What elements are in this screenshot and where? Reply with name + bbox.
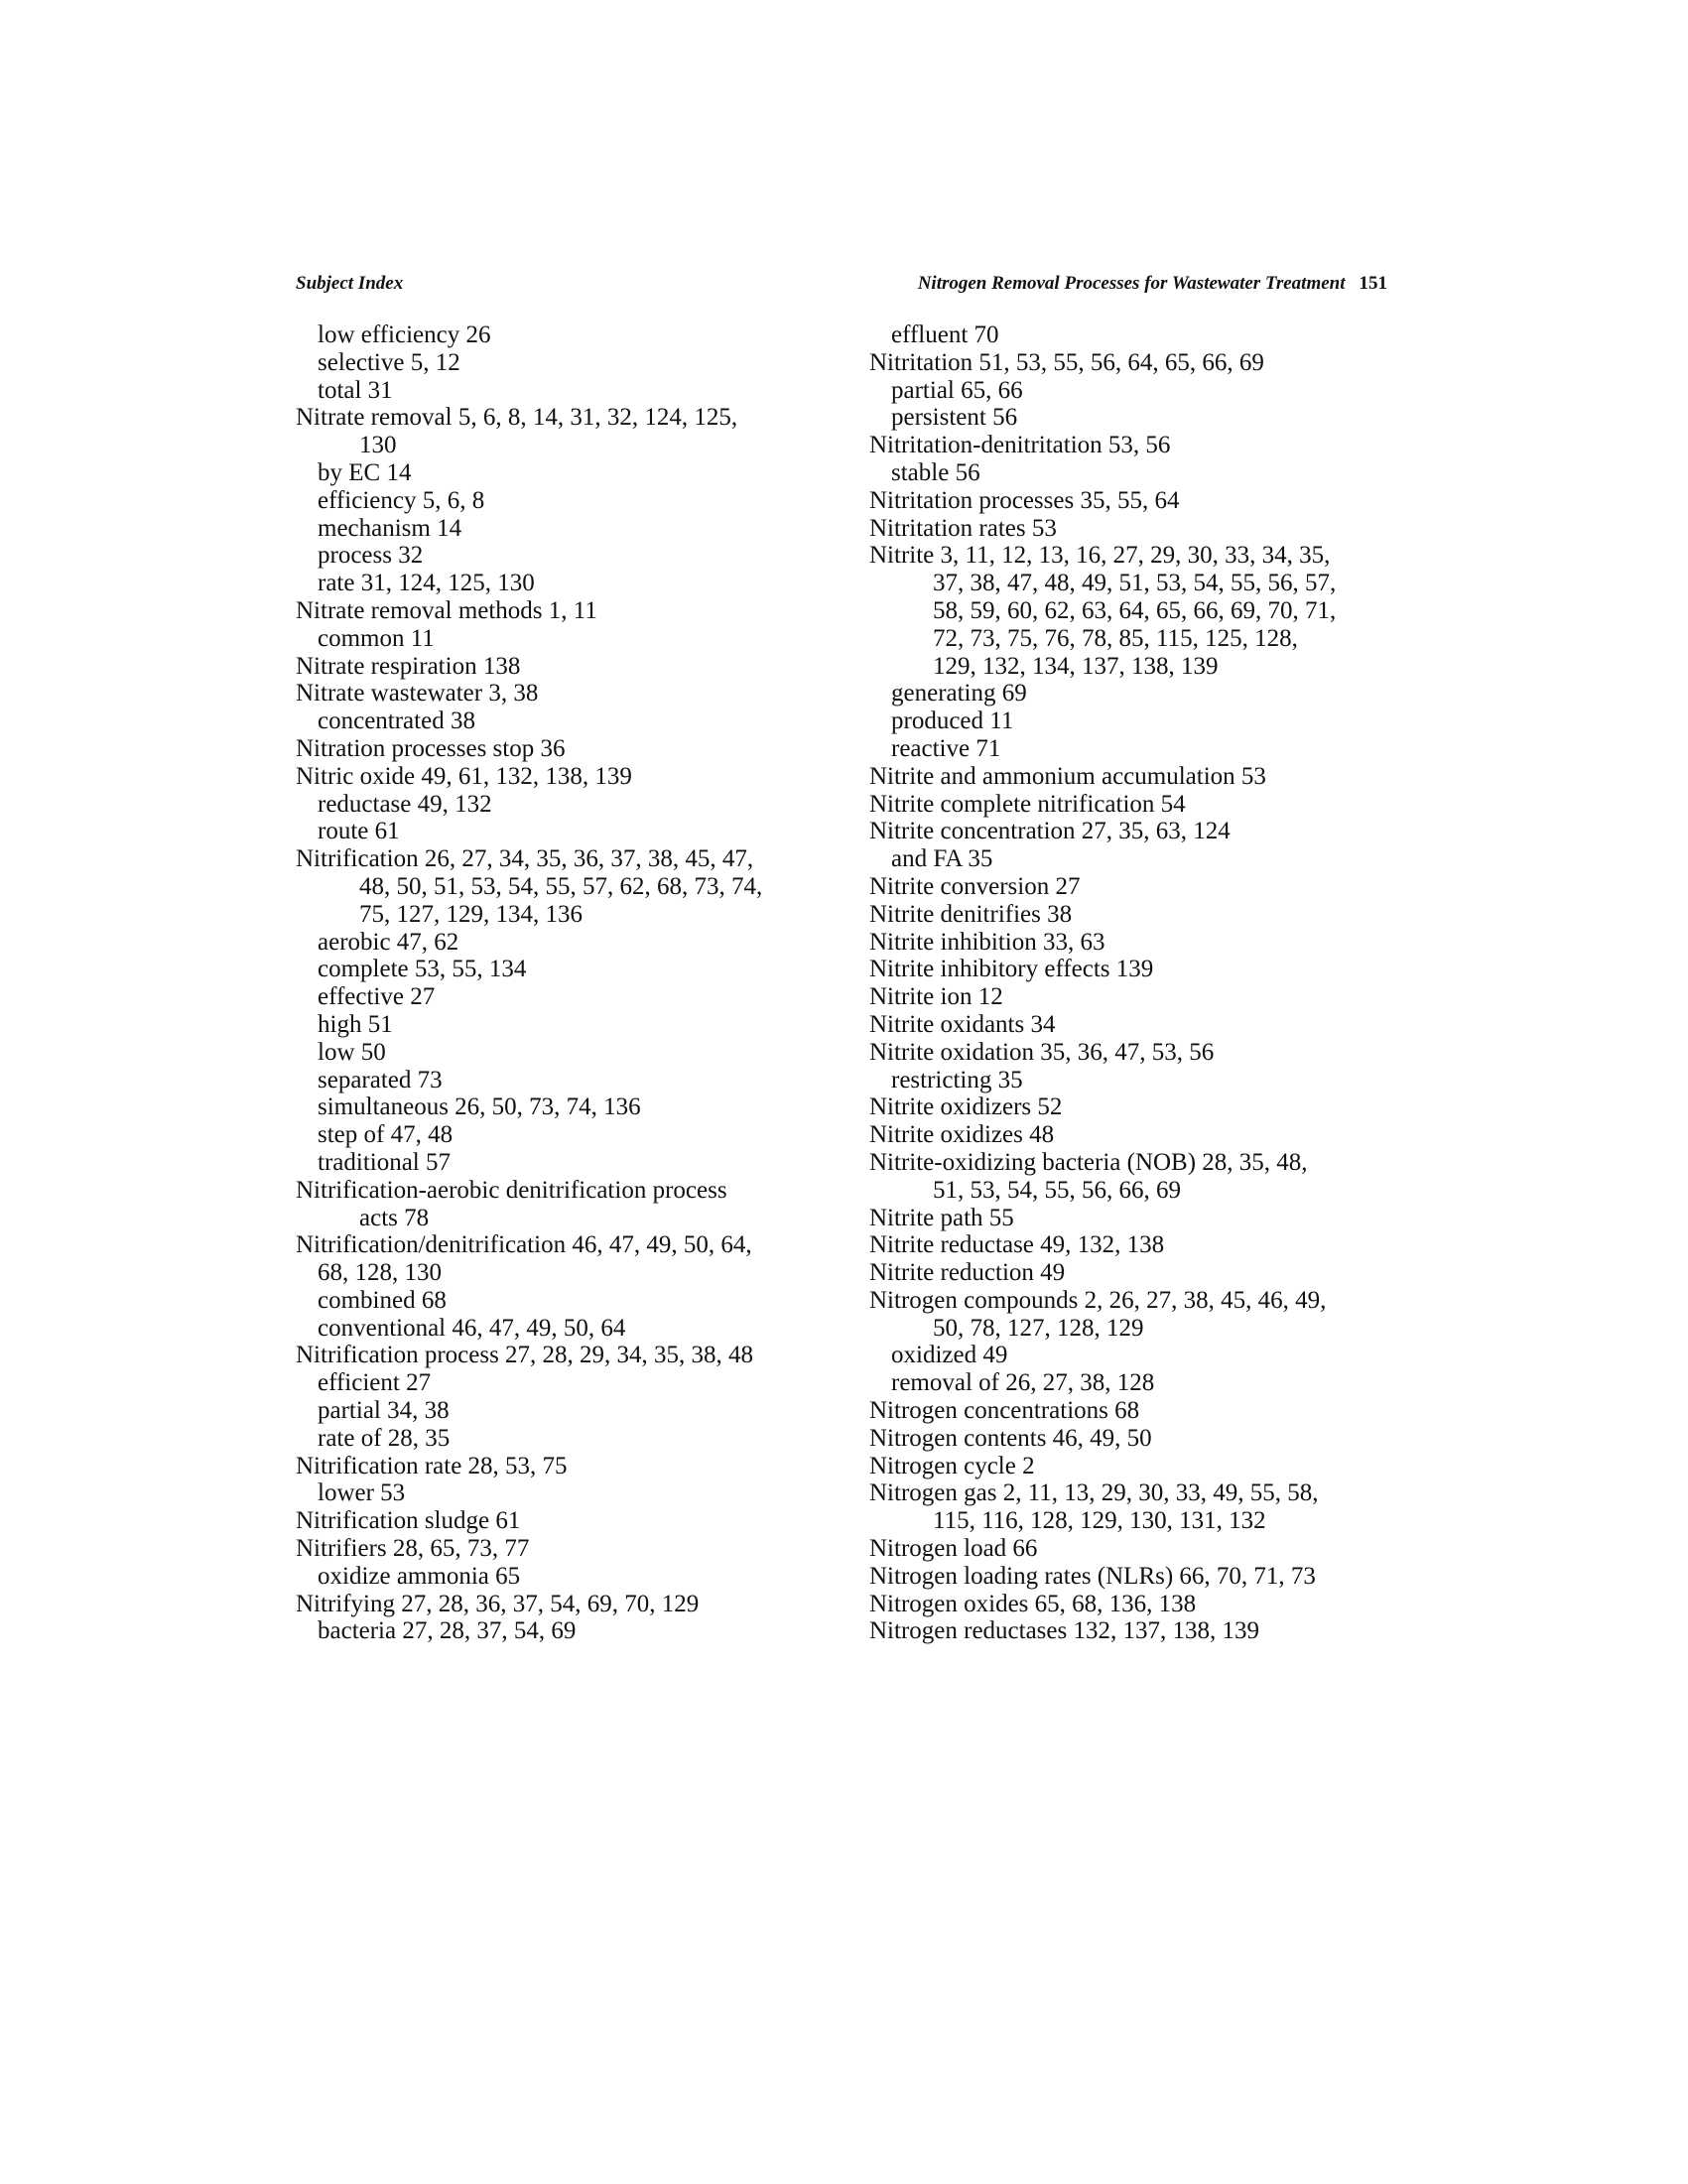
index-entry: Nitrogen compounds 2, 26, 27, 38, 45, 46, 49,: [869, 1286, 1327, 1314]
index-entry: Nitrogen load 66: [869, 1535, 1038, 1563]
index-subentry: common 11: [318, 624, 435, 652]
index-entry-continuation: 48, 50, 51, 53, 54, 55, 57, 62, 68, 73, 74,: [359, 872, 763, 900]
index-subentry: high 51: [318, 1010, 393, 1038]
index-entry: Nitrite denitrifies 38: [869, 900, 1073, 928]
index-subentry: reactive 71: [891, 734, 1001, 762]
index-subentry: combined 68: [318, 1286, 447, 1314]
index-entry: Nitrite ion 12: [869, 983, 1003, 1011]
index-entry: Nitrogen contents 46, 49, 50: [869, 1424, 1152, 1452]
index-subentry: effective 27: [318, 983, 436, 1011]
index-subentry: partial 65, 66: [891, 376, 1023, 404]
index-subentry: conventional 46, 47, 49, 50, 64: [318, 1314, 626, 1342]
index-subentry: traditional 57: [318, 1148, 451, 1176]
index-subentry: persistent 56: [891, 404, 1018, 432]
index-entry-continuation: 72, 73, 75, 76, 78, 85, 115, 125, 128,: [933, 624, 1298, 652]
index-entry: Nitrite reduction 49: [869, 1259, 1066, 1287]
index-entry: Nitrite conversion 27: [869, 872, 1081, 900]
index-entry: Nitrite and ammonium accumulation 53: [869, 762, 1266, 790]
index-entry: Nitritation processes 35, 55, 64: [869, 486, 1180, 514]
index-entry: Nitrite oxidants 34: [869, 1010, 1056, 1038]
index-entry: Nitrite path 55: [869, 1204, 1014, 1231]
index-entry: Nitrite concentration 27, 35, 63, 124: [869, 818, 1231, 845]
index-entry-continuation: 129, 132, 134, 137, 138, 139: [933, 652, 1219, 680]
index-subentry: effluent 70: [891, 321, 999, 348]
index-entry: Nitrogen loading rates (NLRs) 66, 70, 71, 73: [869, 1562, 1316, 1590]
index-subentry: rate of 28, 35: [318, 1424, 451, 1452]
index-entry: Nitric oxide 49, 61, 132, 138, 139: [296, 762, 632, 790]
index-subentry: efficient 27: [318, 1369, 432, 1397]
index-entry: Nitrite inhibitory effects 139: [869, 956, 1154, 983]
index-entry: Nitrifying 27, 28, 36, 37, 54, 69, 70, 129: [296, 1590, 700, 1617]
index-entry: Nitrate respiration 138: [296, 652, 521, 680]
index-subentry: partial 34, 38: [318, 1397, 450, 1425]
index-entry-continuation: 130: [359, 432, 397, 459]
index-subentry: and FA 35: [891, 845, 993, 873]
index-subentry: complete 53, 55, 134: [318, 956, 527, 983]
index-entry: Nitrate wastewater 3, 38: [296, 680, 539, 707]
running-header: [296, 273, 1387, 303]
index-entry: Nitrite oxidizes 48: [869, 1121, 1055, 1149]
index-entry: Nitrite reductase 49, 132, 138: [869, 1231, 1165, 1259]
index-entry: Nitrification/denitrification 46, 47, 49, 50, 64,: [296, 1231, 752, 1259]
index-subentry: rate 31, 124, 125, 130: [318, 570, 535, 597]
index-entry: Nitrite oxidation 35, 36, 47, 53, 56: [869, 1038, 1215, 1066]
index-subentry: generating 69: [891, 680, 1027, 707]
index-entry: Nitrification process 27, 28, 29, 34, 35, 38, 48: [296, 1342, 754, 1369]
index-entry-continuation: 58, 59, 60, 62, 63, 64, 65, 66, 69, 70, 71,: [933, 596, 1337, 624]
index-subentry: removal of 26, 27, 38, 128: [891, 1369, 1155, 1397]
index-entry-continuation: 75, 127, 129, 134, 136: [359, 900, 583, 928]
index-entry: Nitritation 51, 53, 55, 56, 64, 65, 66, 69: [869, 348, 1264, 376]
index-entry: Nitrogen reductases 132, 137, 138, 139: [869, 1617, 1259, 1645]
index-entry-continuation: acts 78: [359, 1204, 430, 1231]
book-title: Nitrogen Removal Processes for Wastewater Treatment: [917, 273, 1346, 294]
index-subentry: produced 11: [891, 707, 1014, 735]
index-subentry: 68, 128, 130: [318, 1259, 442, 1287]
index-subentry: process 32: [318, 542, 424, 570]
index-entry: Nitrite-oxidizing bacteria (NOB) 28, 35, 48,: [869, 1148, 1308, 1176]
index-entry: Nitrogen gas 2, 11, 13, 29, 30, 33, 49, 55, 58,: [869, 1479, 1319, 1507]
index-subentry: oxidized 49: [891, 1342, 1008, 1369]
index-subentry: stable 56: [891, 458, 980, 486]
index-subentry: aerobic 47, 62: [318, 928, 459, 956]
index-subentry: restricting 35: [891, 1066, 1023, 1093]
index-subentry: simultaneous 26, 50, 73, 74, 136: [318, 1093, 641, 1121]
index-entry: Nitrification sludge 61: [296, 1507, 521, 1535]
index-entry: Nitrate removal 5, 6, 8, 14, 31, 32, 124, 125,: [296, 404, 738, 432]
index-entry: Nitrite complete nitrification 54: [869, 790, 1186, 818]
index-subentry: total 31: [318, 376, 393, 404]
index-entry: Nitritation rates 53: [869, 514, 1057, 542]
index-subentry: oxidize ammonia 65: [318, 1562, 521, 1590]
index-entry-continuation: 37, 38, 47, 48, 49, 51, 53, 54, 55, 56, 57,: [933, 570, 1337, 597]
index-entry: Nitrification 26, 27, 34, 35, 36, 37, 38, 45, 47,: [296, 845, 754, 873]
index-entry-continuation: 115, 116, 128, 129, 130, 131, 132: [933, 1507, 1266, 1535]
index-entry: Nitrite oxidizers 52: [869, 1093, 1063, 1121]
index-entry: Nitrifiers 28, 65, 73, 77: [296, 1535, 530, 1563]
index-subentry: selective 5, 12: [318, 348, 460, 376]
index-subentry: efficiency 5, 6, 8: [318, 486, 485, 514]
section-title: Subject Index: [296, 273, 404, 294]
index-entry: Nitrate removal methods 1, 11: [296, 596, 597, 624]
index-subentry: by EC 14: [318, 458, 412, 486]
index-entry: Nitrogen cycle 2: [869, 1452, 1035, 1479]
index-entry: Nitrite inhibition 33, 63: [869, 928, 1105, 956]
index-subentry: bacteria 27, 28, 37, 54, 69: [318, 1617, 577, 1645]
index-entry: Nitrogen oxides 65, 68, 136, 138: [869, 1590, 1197, 1617]
index-subentry: low efficiency 26: [318, 321, 491, 348]
index-column-right: [869, 321, 1405, 1645]
index-subentry: concentrated 38: [318, 707, 475, 735]
index-entry: Nitrite 3, 11, 12, 13, 16, 27, 29, 30, 33, 34, 35,: [869, 542, 1331, 570]
index-entry: Nitritation-denitritation 53, 56: [869, 432, 1171, 459]
index-subentry: step of 47, 48: [318, 1121, 454, 1149]
index-entry-continuation: 50, 78, 127, 128, 129: [933, 1314, 1144, 1342]
index-entry: Nitration processes stop 36: [296, 734, 566, 762]
index-subentry: mechanism 14: [318, 514, 462, 542]
index-subentry: separated 73: [318, 1066, 443, 1093]
index-entry: Nitrogen concentrations 68: [869, 1397, 1140, 1425]
index-subentry: reductase 49, 132: [318, 790, 492, 818]
index-subentry: low 50: [318, 1038, 386, 1066]
index-subentry: route 61: [318, 818, 400, 845]
page-number: 151: [1359, 273, 1387, 294]
index-entry-continuation: 51, 53, 54, 55, 56, 66, 69: [933, 1176, 1181, 1204]
index-column-left: [296, 321, 822, 1645]
index-entry: Nitrification-aerobic denitrification process: [296, 1176, 727, 1204]
index-subentry: lower 53: [318, 1479, 406, 1507]
index-entry: Nitrification rate 28, 53, 75: [296, 1452, 568, 1479]
book-title-header: [918, 273, 1387, 295]
